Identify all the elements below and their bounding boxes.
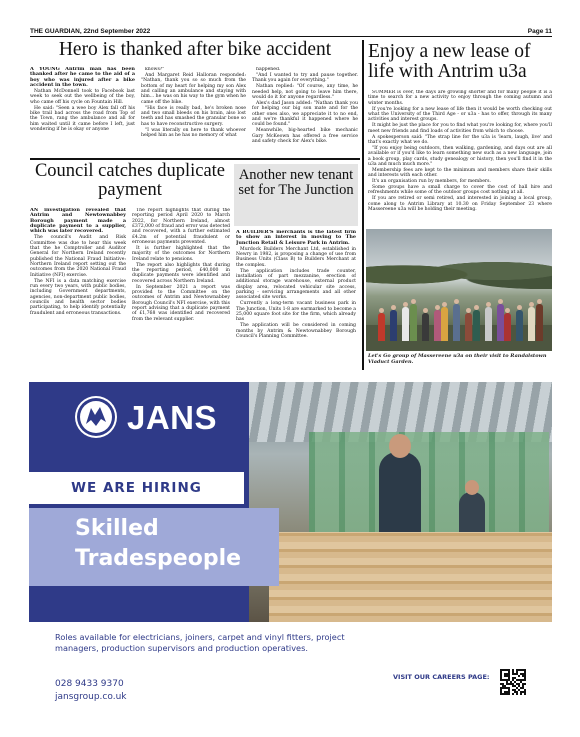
paragraph: A BUILDER'S merchants is the latest firm to show an interest in moving to The Junction Retail & Leisure Park in Antrim.	[236, 230, 356, 246]
timber-stack	[269, 532, 552, 622]
paragraph: AN investigation revealed that Antrim and Newtownabbey Borough payment made a duplicate payment to a supplier, which was later recovered.	[30, 208, 126, 235]
person-figure	[528, 307, 535, 341]
u3a-headline: Enjoy a new lease of life with Antrim u3a	[368, 41, 531, 83]
council-column-2	[132, 208, 230, 368]
paragraph: "And I wanted to try and pause together. Thank you again for everything."	[252, 72, 358, 84]
wolf-logo-icon	[75, 396, 117, 438]
person-figure	[402, 307, 409, 341]
website-link[interactable]: jansgroup.co.uk	[55, 692, 127, 702]
masthead-rule	[30, 36, 552, 37]
person-figure	[485, 307, 492, 341]
tenant-body	[236, 230, 356, 370]
paragraph: The application will be considered in coming months by Antrim & Newtownabbey Borough Council's Planning Committee.	[236, 323, 356, 339]
bike-column-2	[141, 67, 246, 155]
person-figure	[410, 304, 417, 341]
person-figure	[504, 313, 511, 341]
careers-label: VISIT OUR CAREERS PAGE:	[393, 673, 490, 681]
person-figure	[453, 304, 460, 341]
paragraph: The report highlights that during the reporting period April 2020 to March 2022, for Northern Ireland, almost £372,000 of fraud and error was detected and recovered, with a further estimated £4.2m of potential fraudulent or erroneous payments prevented.	[132, 208, 230, 246]
paragraph: It's an organisation run by members, for members.	[372, 179, 491, 185]
paragraph: The report also highlights that during the reporting period, £40,000 in duplicate payments were identified and recovered across Northern Ireland.	[132, 262, 230, 284]
column-divider	[362, 40, 364, 370]
paragraph: Alex's dad Jason added: "Nathan thank you for helping our big son mate and for the other ones also, we appreciate it to no end, and we're thankful it happened where he could be found."	[252, 100, 358, 128]
paragraph: The application includes trade counter, installation of part mezzanine, erection of additional storage warehouse, external product display area, relocated vehicular site access, parking - servicing arrangements and all other associated site works.	[236, 268, 356, 301]
tenant-headline: Another new tenant set for The Junction	[234, 164, 358, 226]
paragraph: In September 2021 a report was provided to the Committee on the outcomes of Antrim and Newtownabbey Borough Council's NFI exercise, with this report advising that a duplicate payment of £1,768 was identified and recovered from the relevant supplier.	[132, 284, 230, 322]
ad-workshop-photo	[249, 382, 552, 622]
bike-column-3	[252, 67, 358, 155]
paragraph: He said: "Seen a wee boy Alex fall off his bike trail bad across the road from Top of the Town, rang the ambulance and all for him waited until it came before I left, just wondering if he is okay or anyone	[30, 105, 135, 132]
person-figure	[390, 310, 397, 341]
page-number: Page 11	[527, 28, 552, 35]
paragraph: Meanwhile, big-hearted bike mechanic Gary McKeown has offered a free service and safety check for Alex's bike.	[252, 128, 358, 144]
u3a-group-photo	[366, 229, 552, 351]
paragraph: "His face is really bad, he's broken nose and two small bleeds on his brain, also lost teeth and has smashed the granular bone so has to have reconstructive surgery.	[141, 105, 246, 127]
council-column-1	[30, 208, 126, 368]
paragraph: The NFI is a data matching exercise run every two years, with public bodies, including Government departments, agencies, non-department public bodies, councils and health sector bodies participating, to help identify potentially fraudulent and erroneous transactions.	[30, 278, 126, 316]
paragraph: The council's Audit and Risk Committee was due to hear this week that the he Comptroller and Auditor General for Northern Ireland recently published the National Fraud Initiative: Northern Ireland report setting out the outcomes from the 2020 National Fraud Initiative (NFI) exercise.	[30, 235, 126, 278]
paragraph: It might be just the place for you to find what you're looking for, where you'll meet new friends and find loads of activities from which to choose.	[368, 123, 552, 134]
person-figure	[378, 313, 385, 341]
paragraph: knows?"	[145, 67, 165, 72]
jans-advert	[29, 382, 552, 708]
qr-code-icon[interactable]	[499, 668, 527, 696]
skilled-line: Skilled	[75, 516, 159, 541]
person-figure	[497, 304, 504, 341]
bike-headline: Hero is thanked after bike accident	[58, 39, 332, 60]
person-figure	[434, 310, 441, 341]
skilled-band	[29, 508, 279, 586]
phone-number[interactable]: 028 9433 9370	[55, 679, 124, 689]
paragraph: If you are retired or semi retired, and interested in joining a local group, come along to Antrim Library at 10.30 on Friday September 23 where Massereene u3a will be holding their meeting.	[368, 196, 552, 212]
paragraph: Some groups have a small charge to cover the cost of hall hire and refreshments while some of the outdoor groups cost nothing at all.	[368, 185, 552, 196]
section-divider	[30, 158, 360, 160]
paper-date: THE GUARDIAN, 22nd September 2022	[30, 28, 151, 35]
paragraph: happened.	[256, 67, 281, 72]
paragraph: Nathan replied: "Of course, any time, he needed help, not going to leave him there, would do it for anyone regardless."	[252, 84, 358, 100]
paragraph: Nathan McDonnell took to Facebook last week to seek out the wellbeing of the boy, who came off his cycle on Fountain Hill.	[30, 88, 135, 105]
person-figure	[441, 307, 448, 341]
person-figure	[516, 310, 523, 341]
paragraph: And Margaret Reid Halloran responded: "Nathan, thank you so so much from the bottom of my heart for helping my son Alex and calling an ambulance and staying with him... he was on his way to the gym when he came off the bike.	[141, 72, 246, 105]
paragraph: If you're looking for a new lease of life then it would be worth checking out what the University of the Third Age - or u3a - has to offer, through its many activities and interest groups.	[368, 106, 552, 123]
person-figure	[422, 313, 429, 341]
person-figure	[536, 304, 543, 341]
paragraph: It is further highlighted that the majority of the outcomes for Northern Ireland relate to pensions.	[132, 246, 230, 262]
paragraph: A YOUNG Antrim man has been thanked after he came to the aid of a boy who was injured after a bike accident in the town.	[30, 67, 135, 89]
paragraph: "I was literally on here to thank whoever helped him as he has no memory of what	[141, 127, 246, 138]
hiring-banner: WE ARE HIRING	[29, 472, 244, 504]
ad-contact-strip	[29, 622, 552, 708]
u3a-body	[368, 90, 552, 226]
person-figure	[473, 310, 480, 341]
photo-caption: Let's Go group of Massereene u3a on their visit to Randalstown Viaduct Garden.	[368, 353, 547, 365]
jans-logo	[75, 396, 225, 438]
paragraph: Currently a long-term vacant business park in The Junction, Units 1-8 are earmarked to become a 25,000 square foot site for the firm, which already has	[236, 301, 356, 323]
bike-column-1	[30, 67, 135, 155]
paragraph: Membership fees are kept to the minimum and members share their skills and interests with each other.	[368, 167, 552, 179]
roles-text: Roles available for electricians, joiners, carpet and vinyl fitters, project managers, production supervisors and production operatives.	[55, 632, 345, 653]
paragraph: SUMMER is over, the days are growing shorter and for many people it is a time to search for a new activity to enjoy through the coming autumn and winter months.	[368, 90, 552, 106]
paragraph: "If you enjoy being outdoors, then walking, gardening, and days out are all available or if you'd like to learn something new such as a new language, join a book group, play cards, study genealogy or history, then you'll find it in the u3a and much much more."	[368, 145, 552, 167]
brand-name: JANS	[127, 399, 218, 436]
paragraph: Murdock Builders Merchant Ltd, established in Newry in 1982, is proposing a change of use from Business Units (Class B) to Builders Merchant at the complex.	[236, 246, 356, 268]
tenant-story	[234, 164, 358, 370]
person-figure	[465, 313, 472, 341]
council-headline: Council catches duplicate payment	[34, 161, 226, 201]
tradespeople-line: Tradespeople	[75, 546, 242, 571]
paragraph: A spokesperson said: "The strap line for the u3a is 'learn, laugh, live' and that's exactly what we do.	[368, 134, 552, 145]
